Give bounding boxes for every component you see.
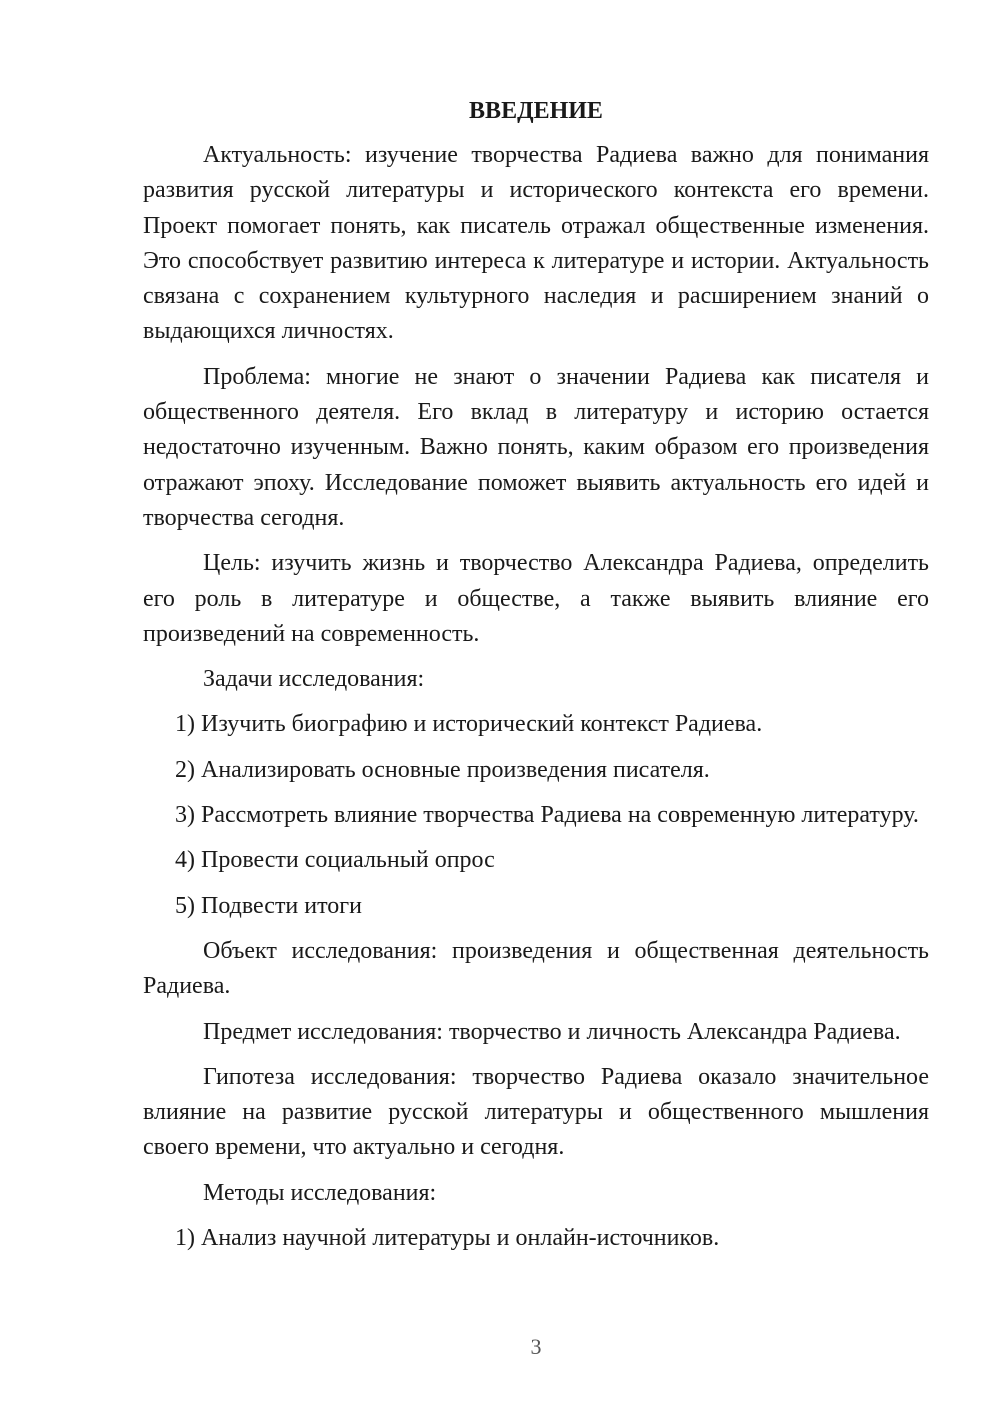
page-body [143,96,929,1266]
paragraph-relevance: Актуальность: изучение творчества Радиева важно для понимания развития русской литературы и исторического контекста его времени. Проект помогает понять, как писатель отражал общественные изменения. Это способствует развитию интереса к литературе и истории. Актуальность связана с сохранением культурного наследия и расширением знаний о выдающихся личностях. [143,142,929,345]
task-item-2: 2) Анализировать основные произведения писателя. [175,756,710,783]
paragraph-goal: Цель: изучить жизнь и творчество Александра Радиева, определить его роль в литературе и обществе, а также выявить влияние его произведений на современность. [143,550,929,647]
methods-heading: Методы исследования: [203,1179,437,1206]
page-number: 3 [530,1334,542,1359]
task-item-3: 3) Рассмотреть влияние творчества Радиева на современную литературу. [175,802,919,829]
paragraph-problem: Проблема: многие не знают о значении Радиева как писателя и общественного деятеля. Его вклад в литературу и историю остается недостаточно изученным. Важно понять, каким образом его произведения отражают эпоху. Исследование поможет выявить актуальность его идей и творчества сегодня. [143,363,929,531]
task-item-1: 1) Изучить биографию и исторический контекст Радиева. [175,711,763,738]
tasks-heading: Задачи исследования: [203,666,425,693]
paragraph-hypothesis: Гипотеза исследования: творчество Радиева оказало значительное влияние на развитие русской литературы и общественного мышления своего времени, что актуально и сегодня. [143,1063,929,1161]
section-title: ВВЕДЕНИЕ [469,98,603,124]
task-item-5: 5) Подвести итоги [175,892,362,919]
method-item-1: 1) Анализ научной литературы и онлайн-источников. [175,1225,720,1252]
task-item-4: 4) Провести социальный опрос [175,847,495,874]
paragraph-subject: Предмет исследования: творчество и личность Александра Радиева. [203,1018,901,1045]
paragraph-object: Объект исследования: произведения и общественная деятельность Радиева. [143,937,929,1000]
